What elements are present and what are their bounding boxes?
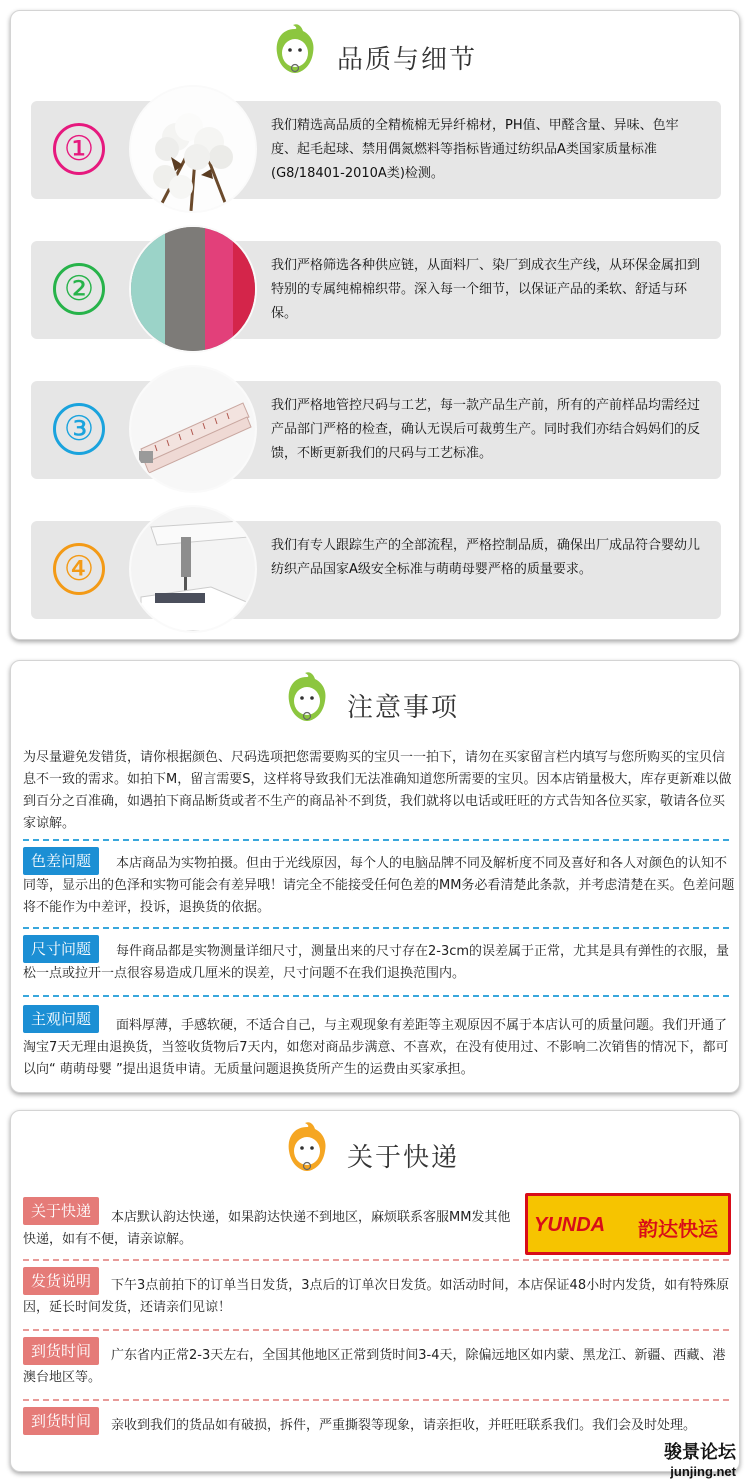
divider [23,1399,729,1401]
number-badge-2: ② [53,263,105,315]
notice-card [10,660,740,1093]
damage-tag: 到货时间 [23,1407,99,1435]
yunda-logo [525,1193,731,1255]
color-difference-text-body: 本店商品为实物拍摄。但由于光线原因，每个人的电脑品牌不同及解析度不同及喜好和各人对颜色的认知不同等，显示出的色泽和实物可能会有差异哦！请完全不能接受任何色差的MM务必看清楚此条款，并考虑清楚在买。色差问题将不能作为中差评，投诉，退换货的依据。 [23,856,735,915]
quality-row-2-text: 我们严格筛选各种供应链，从面料厂、染厂到成衣生产线，从环保金属扣到特别的专属纯棉棉织带。深入每一个细节，以保证产品的柔软、舒适与环保。 [271,258,701,321]
quality-card [10,10,740,640]
divider [23,995,729,997]
dispatch-text-body: 下午3点前拍下的订单当日发货，3点后的订单次日发货。如活动时间，本店保证48小时内发货，如有特殊原因，延长时间发货，还请亲们见谅！ [23,1278,730,1315]
number-badge-4: ④ [53,543,105,595]
sewing-machine-image-icon [131,507,255,631]
dispatch-tag: 发货说明 [23,1267,99,1295]
watermark [664,1438,736,1479]
divider [23,927,729,929]
orange-sprout-mascot-icon [283,1121,331,1177]
quality-row-3 [31,381,721,479]
quality-row-2 [31,241,721,339]
quality-row-4-text: 我们有专人跟踪生产的全部流程，严格控制品质，确保出厂成品符合婴幼儿纺织产品国家A级安全标准与萌萌母婴严格的质量要求。 [271,538,701,577]
damage-text-body: 亲收到我们的货品如有破损，拆件，严重撕裂等现象，请亲拒收，并旺旺联系我们。我们会及时处理。 [111,1418,697,1433]
courier-text-body: 本店默认韵达快递，如果韵达快递不到地区，麻烦联系客服MM发其他快递，如有不便，请亲谅解。 [23,1210,511,1247]
green-sprout-mascot-icon [283,671,331,727]
divider [23,839,729,841]
subjective-issue-text-body: 面料厚薄，手感软硬，不适合自己，与主观现象有差距等主观原因不属于本店认可的质量问题。我们开通了淘宝7天无理由退换货，当签收货物后7天内，如您对商品步满意、不喜欢，在没有使用过、不影响二次销售的情况下，都可以向“ 萌萌母婴 ”提出退货申请。无质量问题退换货所产生的运费由买家承担。 [23,1018,729,1077]
notice-intro: 为尽量避免发错货，请你根据颜色、尺码选项把您需要购买的宝贝一一拍下，请勿在买家留言栏内填写与您所购买的宝贝信息不一致的需求。如拍下M，留言需要S，这样将导致我们无法准确知道您所需要的宝贝。因本店销量极大，库存更新难以做到百分之百准确，如遇拍下商品断货或者不生产的商品补不到货，我们就将以电话或旺旺的方式告知各位买家，敬请各位买家谅解。 [23,750,732,831]
color-difference-tag: 色差问题 [23,847,99,875]
divider [23,1259,729,1261]
damage-text [23,1415,735,1437]
color-difference-text [23,853,735,919]
watermark-en: junjing.net [670,1464,736,1479]
fabric-image-icon [131,227,255,351]
tape-measure-photo [131,367,255,491]
quality-row-3-text: 我们严格地管控尺码与工艺，每一款产品生产前，所有的产前样品均需经过产品部门严格的检查，确认无误后可裁剪生产。同时我们亦结合妈妈们的反馈，不断更新我们的尺码与工艺标准。 [271,398,701,461]
shipping-card [10,1110,740,1472]
yunda-logo-cn: 韵达快运 [638,1217,718,1241]
dispatch-text [23,1275,735,1319]
subjective-issue-text [23,1015,735,1081]
quality-row-1-text: 我们精选高品质的全精梳棉无异纤棉材，PH值、甲醛含量、异味、色牢度、起毛起球、禁用偶氮燃料等指标皆通过纺织品A类国家质量标准(G8/18401-2010A类)检测。 [271,118,679,181]
shipping-heading [11,1121,739,1181]
size-issue-text-body: 每件商品都是实物测量详细尺寸，测量出来的尺寸存在2-3cm的误差属于正常，尤其是具有弹性的衣服，量松一点或拉开一点很容易造成几厘米的误差，尺寸问题不在我们退换范围内。 [23,944,730,981]
shipping-title: 关于快递 [347,1143,460,1173]
number-badge-3: ③ [53,403,105,455]
fabric-photo [131,227,255,351]
courier-text [23,1207,513,1251]
divider [23,1329,729,1331]
size-issue-text [23,941,735,985]
notice-title: 注意事项 [347,693,460,723]
notice-heading [11,671,739,731]
quality-heading [11,23,739,83]
number-badge-1: ① [53,123,105,175]
arrival-time-tag: 到货时间 [23,1337,99,1365]
cotton-image-icon [131,87,255,211]
watermark-cn: 骏景论坛 [664,1442,736,1463]
subjective-issue-tag: 主观问题 [23,1005,99,1033]
arrival-time-text-body: 广东省内正常2-3天左右，全国其他地区正常到货时间3-4天，除偏远地区如内蒙、黑龙江、新疆、西藏、港澳台地区等。 [23,1348,726,1385]
sewing-machine-photo [131,507,255,631]
quality-row-4 [31,521,721,619]
courier-tag: 关于快递 [23,1197,99,1225]
cotton-photo [131,87,255,211]
size-issue-tag: 尺寸问题 [23,935,99,963]
quality-row-1 [31,101,721,199]
green-sprout-mascot-icon [271,23,319,79]
arrival-time-text [23,1345,735,1389]
quality-title: 品质与细节 [337,45,478,75]
tape-measure-image-icon [131,367,255,491]
yunda-logo-en: YUNDA [534,1214,606,1236]
